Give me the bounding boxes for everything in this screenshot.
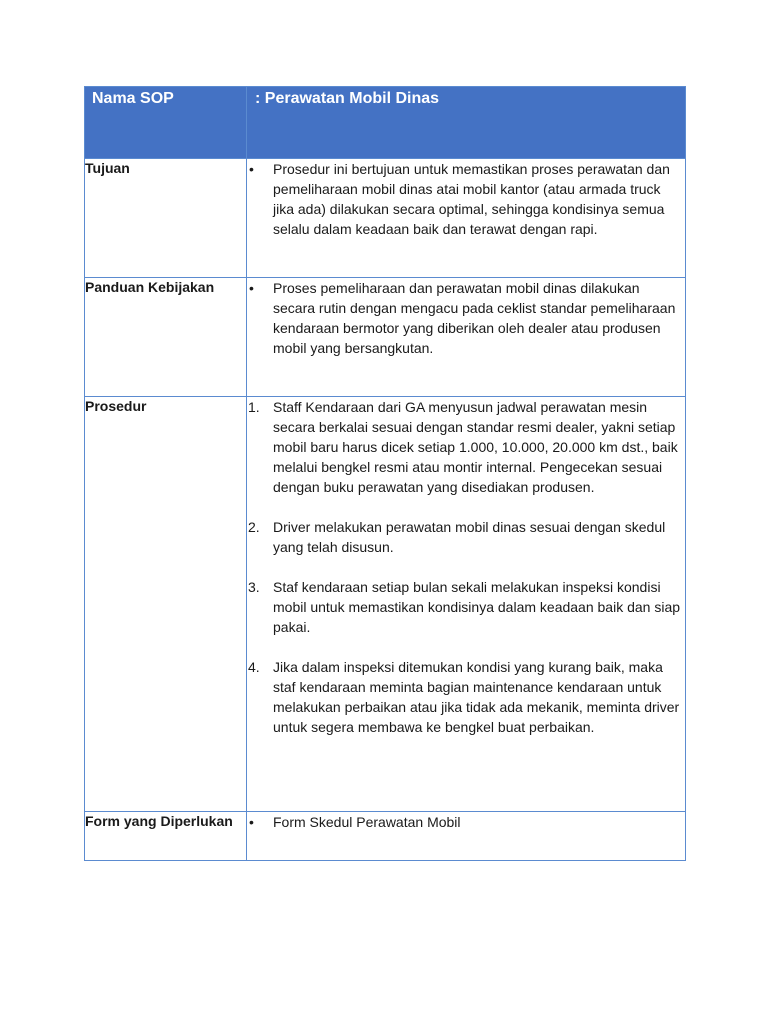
panduan-list (247, 278, 685, 358)
tujuan-text: Prosedur ini bertujuan untuk memastikan proses perawatan dan pemeliharaan mobil dinas atai mobil kantor (atau armada truck jika ada) dilakukan secara optimal, sehingga kondisinya semua selalu dalam keadaan baik dan terawat dengan rapi. (273, 161, 670, 237)
form-label: Form yang Diperlukan (85, 812, 247, 861)
step-text: Jika dalam inspeksi ditemukan kondisi yang kurang baik, maka staf kendaraan meminta bagian maintenance kendaraan untuk melakukan perbaikan atau jika tidak ada mekanik, meminta driver untuk segera membawa ke bengkel buat perbaikan. (273, 659, 680, 735)
panduan-text: Proses pemeliharaan dan perawatan mobil dinas dilakukan secara rutin dengan mengacu pada ceklist standar pemeliharaan kendaraan bermotor yang diberikan oleh dealer atau produsen mobil yang bersangkutan. (273, 280, 676, 356)
list-item (247, 657, 685, 737)
form-text: Form Skedul Perawatan Mobil (273, 814, 461, 830)
step-text: Staf kendaraan setiap bulan sekali melakukan inspeksi kondisi mobil untuk memastikan kondisinya dalam keadaan baik dan siap pakai. (273, 579, 681, 635)
bullet-icon: • (249, 814, 254, 830)
sop-name-value: : Perawatan Mobil Dinas (247, 87, 686, 159)
sop-table (84, 86, 686, 861)
list-item (247, 577, 685, 637)
prosedur-body (247, 397, 686, 812)
form-list (247, 812, 685, 832)
tujuan-list (247, 159, 685, 239)
step-number: 1. (248, 399, 260, 415)
step-text: Driver melakukan perawatan mobil dinas sesuai dengan skedul yang telah disusun. (273, 519, 666, 555)
list-item (247, 517, 685, 557)
panduan-row (85, 278, 686, 397)
panduan-body (247, 278, 686, 397)
prosedur-label: Prosedur (85, 397, 247, 812)
form-body (247, 812, 686, 861)
tujuan-label: Tujuan (85, 159, 247, 278)
list-item (247, 159, 685, 239)
sop-name-label: Nama SOP (85, 87, 247, 159)
tujuan-body (247, 159, 686, 278)
bullet-icon: • (249, 280, 254, 296)
form-row (85, 812, 686, 861)
step-text: Staff Kendaraan dari GA menyusun jadwal perawatan mesin secara berkalai sesuai dengan standar resmi dealer, yakni setiap mobil baru harus dicek setiap 1.000, 10.000, 20.000 km dst., baik melalui bengkel resmi atau montir internal. Pengecekan sesuai dengan buku perawatan yang disediakan produsen. (273, 399, 678, 495)
tujuan-row (85, 159, 686, 278)
list-item (247, 397, 685, 497)
sop-header-row (85, 87, 686, 159)
list-item (247, 812, 685, 832)
bullet-icon: • (249, 161, 254, 177)
panduan-label: Panduan Kebijakan (85, 278, 247, 397)
prosedur-row (85, 397, 686, 812)
step-number: 2. (248, 519, 260, 535)
step-number: 4. (248, 659, 260, 675)
prosedur-steps (247, 397, 685, 737)
step-number: 3. (248, 579, 260, 595)
list-item (247, 278, 685, 358)
